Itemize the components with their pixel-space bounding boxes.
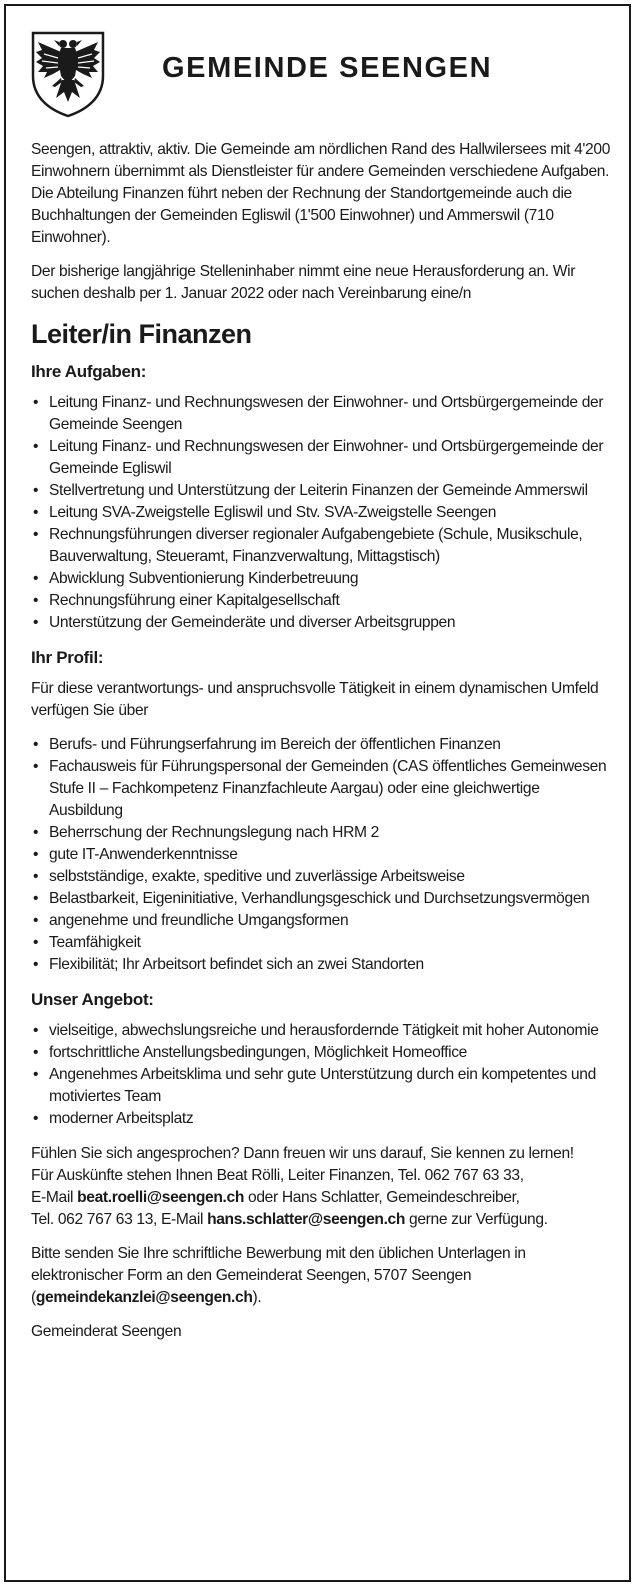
list-item: • selbstständige, exakte, speditive und zuverlässige Arbeitsweise bbox=[31, 866, 611, 888]
application-line: Bitte senden Sie Ihre schriftliche Bewerbung mit den üblichen Unterlagen in bbox=[31, 1245, 526, 1262]
list-item: • Belastbarkeit, Eigeninitiative, Verhandlungsgeschick und Durchsetzungsvermögen bbox=[31, 888, 611, 910]
list-item: • fortschrittliche Anstellungsbedingungen, Möglichkeit Homeoffice bbox=[31, 1042, 611, 1064]
list-item: • Unterstützung der Gemeinderäte und diverser Arbeitsgruppen bbox=[31, 612, 611, 634]
application-block bbox=[31, 1243, 611, 1309]
section-heading-angebot: Unser Angebot: bbox=[31, 990, 154, 1009]
contact-text: gerne zur Verfügung. bbox=[405, 1211, 548, 1228]
paren: ( bbox=[31, 1289, 36, 1306]
page-title: GEMEINDE SEENGEN bbox=[162, 52, 493, 84]
eagle-crest-icon bbox=[30, 30, 106, 118]
job-title: Leiter/in Finanzen bbox=[31, 319, 252, 349]
section-heading-profil: Ihr Profil: bbox=[31, 648, 104, 667]
contact-line bbox=[31, 1187, 611, 1209]
angebot-list bbox=[31, 1020, 611, 1130]
list-item: • Teamfähigkeit bbox=[31, 932, 611, 954]
email-link-beat[interactable]: beat.roelli@seengen.ch bbox=[77, 1189, 245, 1206]
list-item: • Beherrschung der Rechnungslegung nach HRM 2 bbox=[31, 822, 611, 844]
list-item: • Abwicklung Subventionierung Kinderbetreuung bbox=[31, 568, 611, 590]
section-heading-aufgaben: Ihre Aufgaben: bbox=[31, 362, 147, 381]
ad-body bbox=[31, 139, 611, 1343]
list-item: • Stellvertretung und Unterstützung der Leiterin Finanzen der Gemeinde Ammerswil bbox=[31, 480, 611, 502]
paren: ). bbox=[252, 1289, 262, 1306]
list-item: • Leitung Finanz- und Rechnungswesen der Einwohner- und Ortsbürgergemeinde der Gemeinde Egliswil bbox=[31, 436, 611, 480]
list-item: • Flexibilität; Ihr Arbeitsort befindet sich an zwei Standorten bbox=[31, 954, 611, 976]
list-item: • moderner Arbeitsplatz bbox=[31, 1108, 611, 1130]
contact-line bbox=[31, 1209, 611, 1231]
email-link-hans[interactable]: hans.schlatter@seengen.ch bbox=[207, 1211, 406, 1228]
list-item: • Fachausweis für Führungspersonal der Gemeinden (CAS öffentliches Gemeinwesen Stufe II – Fachkompetenz Finanzfachleute Aargau) oder eine gleichwertige Ausbildung bbox=[31, 756, 611, 822]
list-item: • Leitung SVA-Zweigstelle Egliswil und Stv. SVA-Zweigstelle Seengen bbox=[31, 502, 611, 524]
profil-list bbox=[31, 734, 611, 976]
profil-intro: Für diese verantwortungs- und anspruchsvolle Tätigkeit in einem dynamischen Umfeld verfügen Sie über bbox=[31, 680, 599, 719]
email-link-kanzlei[interactable]: gemeindekanzlei@seengen.ch bbox=[35, 1289, 253, 1306]
list-item: • angenehme und freundliche Umgangsformen bbox=[31, 910, 611, 932]
list-item: • vielseitige, abwechslungsreiche und herausfordernde Tätigkeit mit hoher Autonomie bbox=[31, 1020, 611, 1042]
list-item: • gute IT-Anwenderkenntnisse bbox=[31, 844, 611, 866]
list-item: • Rechnungsführungen diverser regionaler Aufgabengebiete (Schule, Musikschule, Bauverwaltung, Steueramt, Finanzverwaltung, Mittagstisch) bbox=[31, 524, 611, 568]
contact-text: Tel. 062 767 63 13, E-Mail bbox=[31, 1211, 208, 1228]
contact-line: Für Auskünfte stehen Ihnen Beat Rölli, Leiter Finanzen, Tel. 062 767 63 33, bbox=[31, 1167, 524, 1184]
intro-paragraph: Seengen, attraktiv, aktiv. Die Gemeinde am nördlichen Rand des Hallwilersees mit 4'200 Einwohnern übernimmt als Dienstleister für andere Gemeinden verschiedene Aufgaben. Die Abteilung Finanzen führt neben der Rechnung der Standortgemeinde auch die Buchhaltungen der Gemeinden Egliswil (1'500 Einwohner) und Ammerswil (710 Einwohner). bbox=[31, 141, 611, 246]
list-item: • Rechnungsführung einer Kapitalgesellschaft bbox=[31, 590, 611, 612]
signature: Gemeinderat Seengen bbox=[31, 1323, 182, 1340]
aufgaben-list bbox=[31, 392, 611, 634]
job-ad-frame bbox=[4, 4, 631, 1582]
application-line: elektronischer Form an den Gemeinderat Seengen, 5707 Seengen bbox=[31, 1267, 472, 1284]
list-item: • Angenehmes Arbeitsklima und sehr gute Unterstützung durch ein kompetentes und motiviertes Team bbox=[31, 1064, 611, 1108]
contact-block bbox=[31, 1143, 611, 1231]
list-item: • Berufs- und Führungserfahrung im Bereich der öffentlichen Finanzen bbox=[31, 734, 611, 756]
intro-paragraph: Der bisherige langjährige Stelleninhaber nimmt eine neue Herausforderung an. Wir suchen deshalb per 1. Januar 2022 oder nach Vereinbarung eine/n bbox=[31, 263, 576, 302]
contact-text: oder Hans Schlatter, Gemeindeschreiber, bbox=[244, 1189, 520, 1206]
list-item: • Leitung Finanz- und Rechnungswesen der Einwohner- und Ortsbürgergemeinde der Gemeinde Seengen bbox=[31, 392, 611, 436]
header bbox=[26, 26, 606, 126]
contact-text: E-Mail bbox=[31, 1189, 78, 1206]
contact-line: Fühlen Sie sich angesprochen? Dann freuen wir uns darauf, Sie kennen zu lernen! bbox=[31, 1145, 574, 1162]
application-line bbox=[31, 1287, 611, 1309]
